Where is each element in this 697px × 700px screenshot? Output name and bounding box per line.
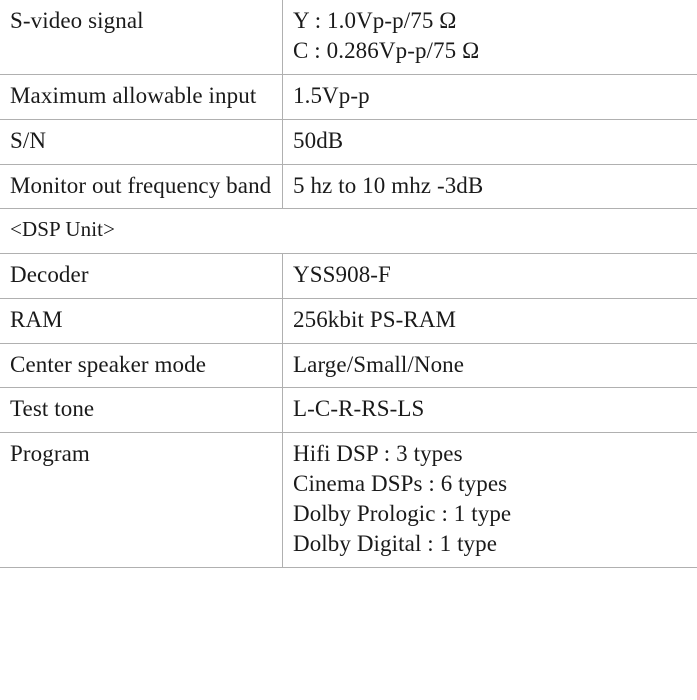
- spec-label: RAM: [0, 298, 283, 343]
- table-row: [0, 74, 697, 119]
- spec-label: S-video signal: [0, 0, 283, 74]
- table-row: [0, 343, 697, 388]
- table-row: [0, 253, 697, 298]
- table-row: [0, 298, 697, 343]
- spec-value-line: Cinema DSPs : 6 types: [293, 471, 508, 497]
- spec-value: [283, 74, 697, 119]
- spec-value: [283, 433, 697, 568]
- spec-value: [283, 253, 697, 298]
- spec-label: Monitor out frequency band: [0, 164, 283, 209]
- spec-value: [283, 164, 697, 209]
- table-row: [0, 433, 697, 568]
- section-heading: <DSP Unit>: [0, 209, 697, 253]
- spec-label: Program: [0, 433, 283, 568]
- spec-value: [283, 298, 697, 343]
- spec-value-line: YSS908-F: [293, 261, 391, 287]
- spec-value-line: Dolby Digital : 1 type: [293, 530, 498, 556]
- spec-value-line: 5 hz to 10 mhz -3dB: [293, 172, 484, 198]
- table-row: [0, 209, 697, 253]
- spec-value-line: Dolby Prologic : 1 type: [293, 501, 512, 527]
- table-row: [0, 388, 697, 433]
- table-row: [0, 119, 697, 164]
- spec-value-line: Large/Small/None: [293, 351, 465, 377]
- spec-label: S/N: [0, 119, 283, 164]
- spec-value: [283, 119, 697, 164]
- spec-value: [283, 343, 697, 388]
- spec-value-line: Hifi DSP : 3 types: [293, 441, 463, 467]
- spec-label: Center speaker mode: [0, 343, 283, 388]
- spec-value: [283, 388, 697, 433]
- spec-value-line: 1.5Vp-p: [293, 82, 370, 108]
- spec-label: Maximum allowable input: [0, 74, 283, 119]
- spec-label: Test tone: [0, 388, 283, 433]
- spec-label: Decoder: [0, 253, 283, 298]
- spec-value-line: 256kbit PS-RAM: [293, 306, 457, 332]
- spec-value-line: L-C-R-RS-LS: [293, 396, 425, 422]
- spec-value-line: C : 0.286Vp-p/75 Ω: [293, 37, 480, 63]
- table-row: [0, 0, 697, 74]
- spec-value: [283, 0, 697, 74]
- table-row: [0, 164, 697, 209]
- spec-value-line: 50dB: [293, 127, 344, 153]
- spec-value-line: Y : 1.0Vp-p/75 Ω: [293, 8, 457, 33]
